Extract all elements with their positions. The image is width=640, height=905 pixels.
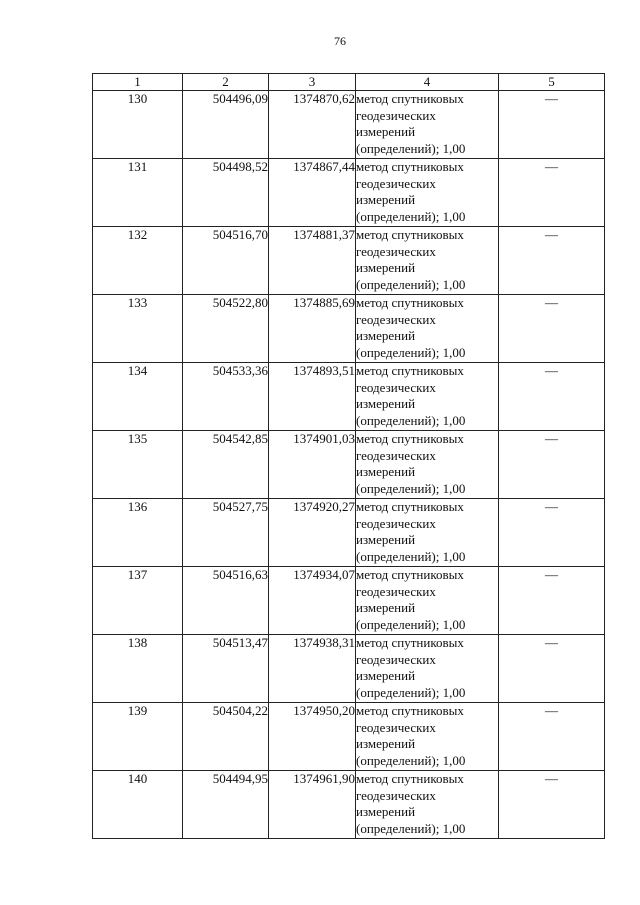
- y-coordinate-cell: 1374934,07: [269, 567, 356, 635]
- point-number-cell: 130: [93, 91, 183, 159]
- method-cell: метод спутниковых геодезических измерений (определений); 1,00: [356, 635, 499, 703]
- dash-mark: —: [545, 363, 558, 378]
- dash-mark: —: [545, 771, 558, 786]
- note-cell: [499, 635, 605, 703]
- note-cell: [499, 771, 605, 839]
- x-coordinate-cell: 504533,36: [183, 363, 269, 431]
- dash-mark: —: [545, 227, 558, 242]
- dash-mark: —: [545, 91, 558, 106]
- note-cell: [499, 363, 605, 431]
- note-cell: [499, 703, 605, 771]
- method-cell: метод спутниковых геодезических измерений (определений); 1,00: [356, 431, 499, 499]
- x-coordinate-cell: 504516,70: [183, 227, 269, 295]
- y-coordinate-cell: 1374901,03: [269, 431, 356, 499]
- note-cell: [499, 499, 605, 567]
- point-number-cell: 135: [93, 431, 183, 499]
- header-col-5: 5: [499, 74, 605, 91]
- note-cell: [499, 159, 605, 227]
- y-coordinate-cell: 1374961,90: [269, 771, 356, 839]
- header-col-3: 3: [269, 74, 356, 91]
- x-coordinate-cell: 504542,85: [183, 431, 269, 499]
- y-coordinate-cell: 1374870,62: [269, 91, 356, 159]
- point-number-cell: 134: [93, 363, 183, 431]
- point-number-cell: 139: [93, 703, 183, 771]
- method-cell: метод спутниковых геодезических измерений (определений); 1,00: [356, 499, 499, 567]
- method-cell: метод спутниковых геодезических измерений (определений); 1,00: [356, 159, 499, 227]
- point-number-cell: 138: [93, 635, 183, 703]
- method-cell: метод спутниковых геодезических измерений (определений); 1,00: [356, 771, 499, 839]
- table-row: [93, 499, 605, 567]
- note-cell: [499, 295, 605, 363]
- x-coordinate-cell: 504504,22: [183, 703, 269, 771]
- dash-mark: —: [545, 159, 558, 174]
- dash-mark: —: [545, 703, 558, 718]
- table-body: [93, 91, 605, 839]
- x-coordinate-cell: 504513,47: [183, 635, 269, 703]
- note-cell: [499, 431, 605, 499]
- point-number-cell: 132: [93, 227, 183, 295]
- header-col-2: 2: [183, 74, 269, 91]
- method-cell: метод спутниковых геодезических измерений (определений); 1,00: [356, 227, 499, 295]
- table-row: [93, 295, 605, 363]
- table-row: [93, 635, 605, 703]
- x-coordinate-cell: 504494,95: [183, 771, 269, 839]
- dash-mark: —: [545, 431, 558, 446]
- table-row: [93, 703, 605, 771]
- dash-mark: —: [545, 567, 558, 582]
- table-row: [93, 567, 605, 635]
- x-coordinate-cell: 504527,75: [183, 499, 269, 567]
- x-coordinate-cell: 504498,52: [183, 159, 269, 227]
- method-cell: метод спутниковых геодезических измерений (определений); 1,00: [356, 363, 499, 431]
- y-coordinate-cell: 1374881,37: [269, 227, 356, 295]
- table-row: [93, 363, 605, 431]
- x-coordinate-cell: 504496,09: [183, 91, 269, 159]
- header-col-4: 4: [356, 74, 499, 91]
- header-col-1: 1: [93, 74, 183, 91]
- note-cell: [499, 91, 605, 159]
- point-number-cell: 136: [93, 499, 183, 567]
- table-row: [93, 91, 605, 159]
- coordinates-table: [92, 73, 605, 839]
- table-row: [93, 771, 605, 839]
- dash-mark: —: [545, 499, 558, 514]
- dash-mark: —: [545, 635, 558, 650]
- y-coordinate-cell: 1374885,69: [269, 295, 356, 363]
- method-cell: метод спутниковых геодезических измерений (определений); 1,00: [356, 91, 499, 159]
- method-cell: метод спутниковых геодезических измерений (определений); 1,00: [356, 295, 499, 363]
- note-cell: [499, 567, 605, 635]
- method-cell: метод спутниковых геодезических измерений (определений); 1,00: [356, 567, 499, 635]
- y-coordinate-cell: 1374920,27: [269, 499, 356, 567]
- method-cell: метод спутниковых геодезических измерений (определений); 1,00: [356, 703, 499, 771]
- page-number: 76: [334, 34, 346, 48]
- y-coordinate-cell: 1374938,31: [269, 635, 356, 703]
- x-coordinate-cell: 504522,80: [183, 295, 269, 363]
- table-header-row: [93, 74, 605, 91]
- dash-mark: —: [545, 295, 558, 310]
- point-number-cell: 137: [93, 567, 183, 635]
- y-coordinate-cell: 1374950,20: [269, 703, 356, 771]
- y-coordinate-cell: 1374867,44: [269, 159, 356, 227]
- table-row: [93, 227, 605, 295]
- note-cell: [499, 227, 605, 295]
- x-coordinate-cell: 504516,63: [183, 567, 269, 635]
- table-row: [93, 159, 605, 227]
- table-row: [93, 431, 605, 499]
- point-number-cell: 131: [93, 159, 183, 227]
- point-number-cell: 140: [93, 771, 183, 839]
- point-number-cell: 133: [93, 295, 183, 363]
- y-coordinate-cell: 1374893,51: [269, 363, 356, 431]
